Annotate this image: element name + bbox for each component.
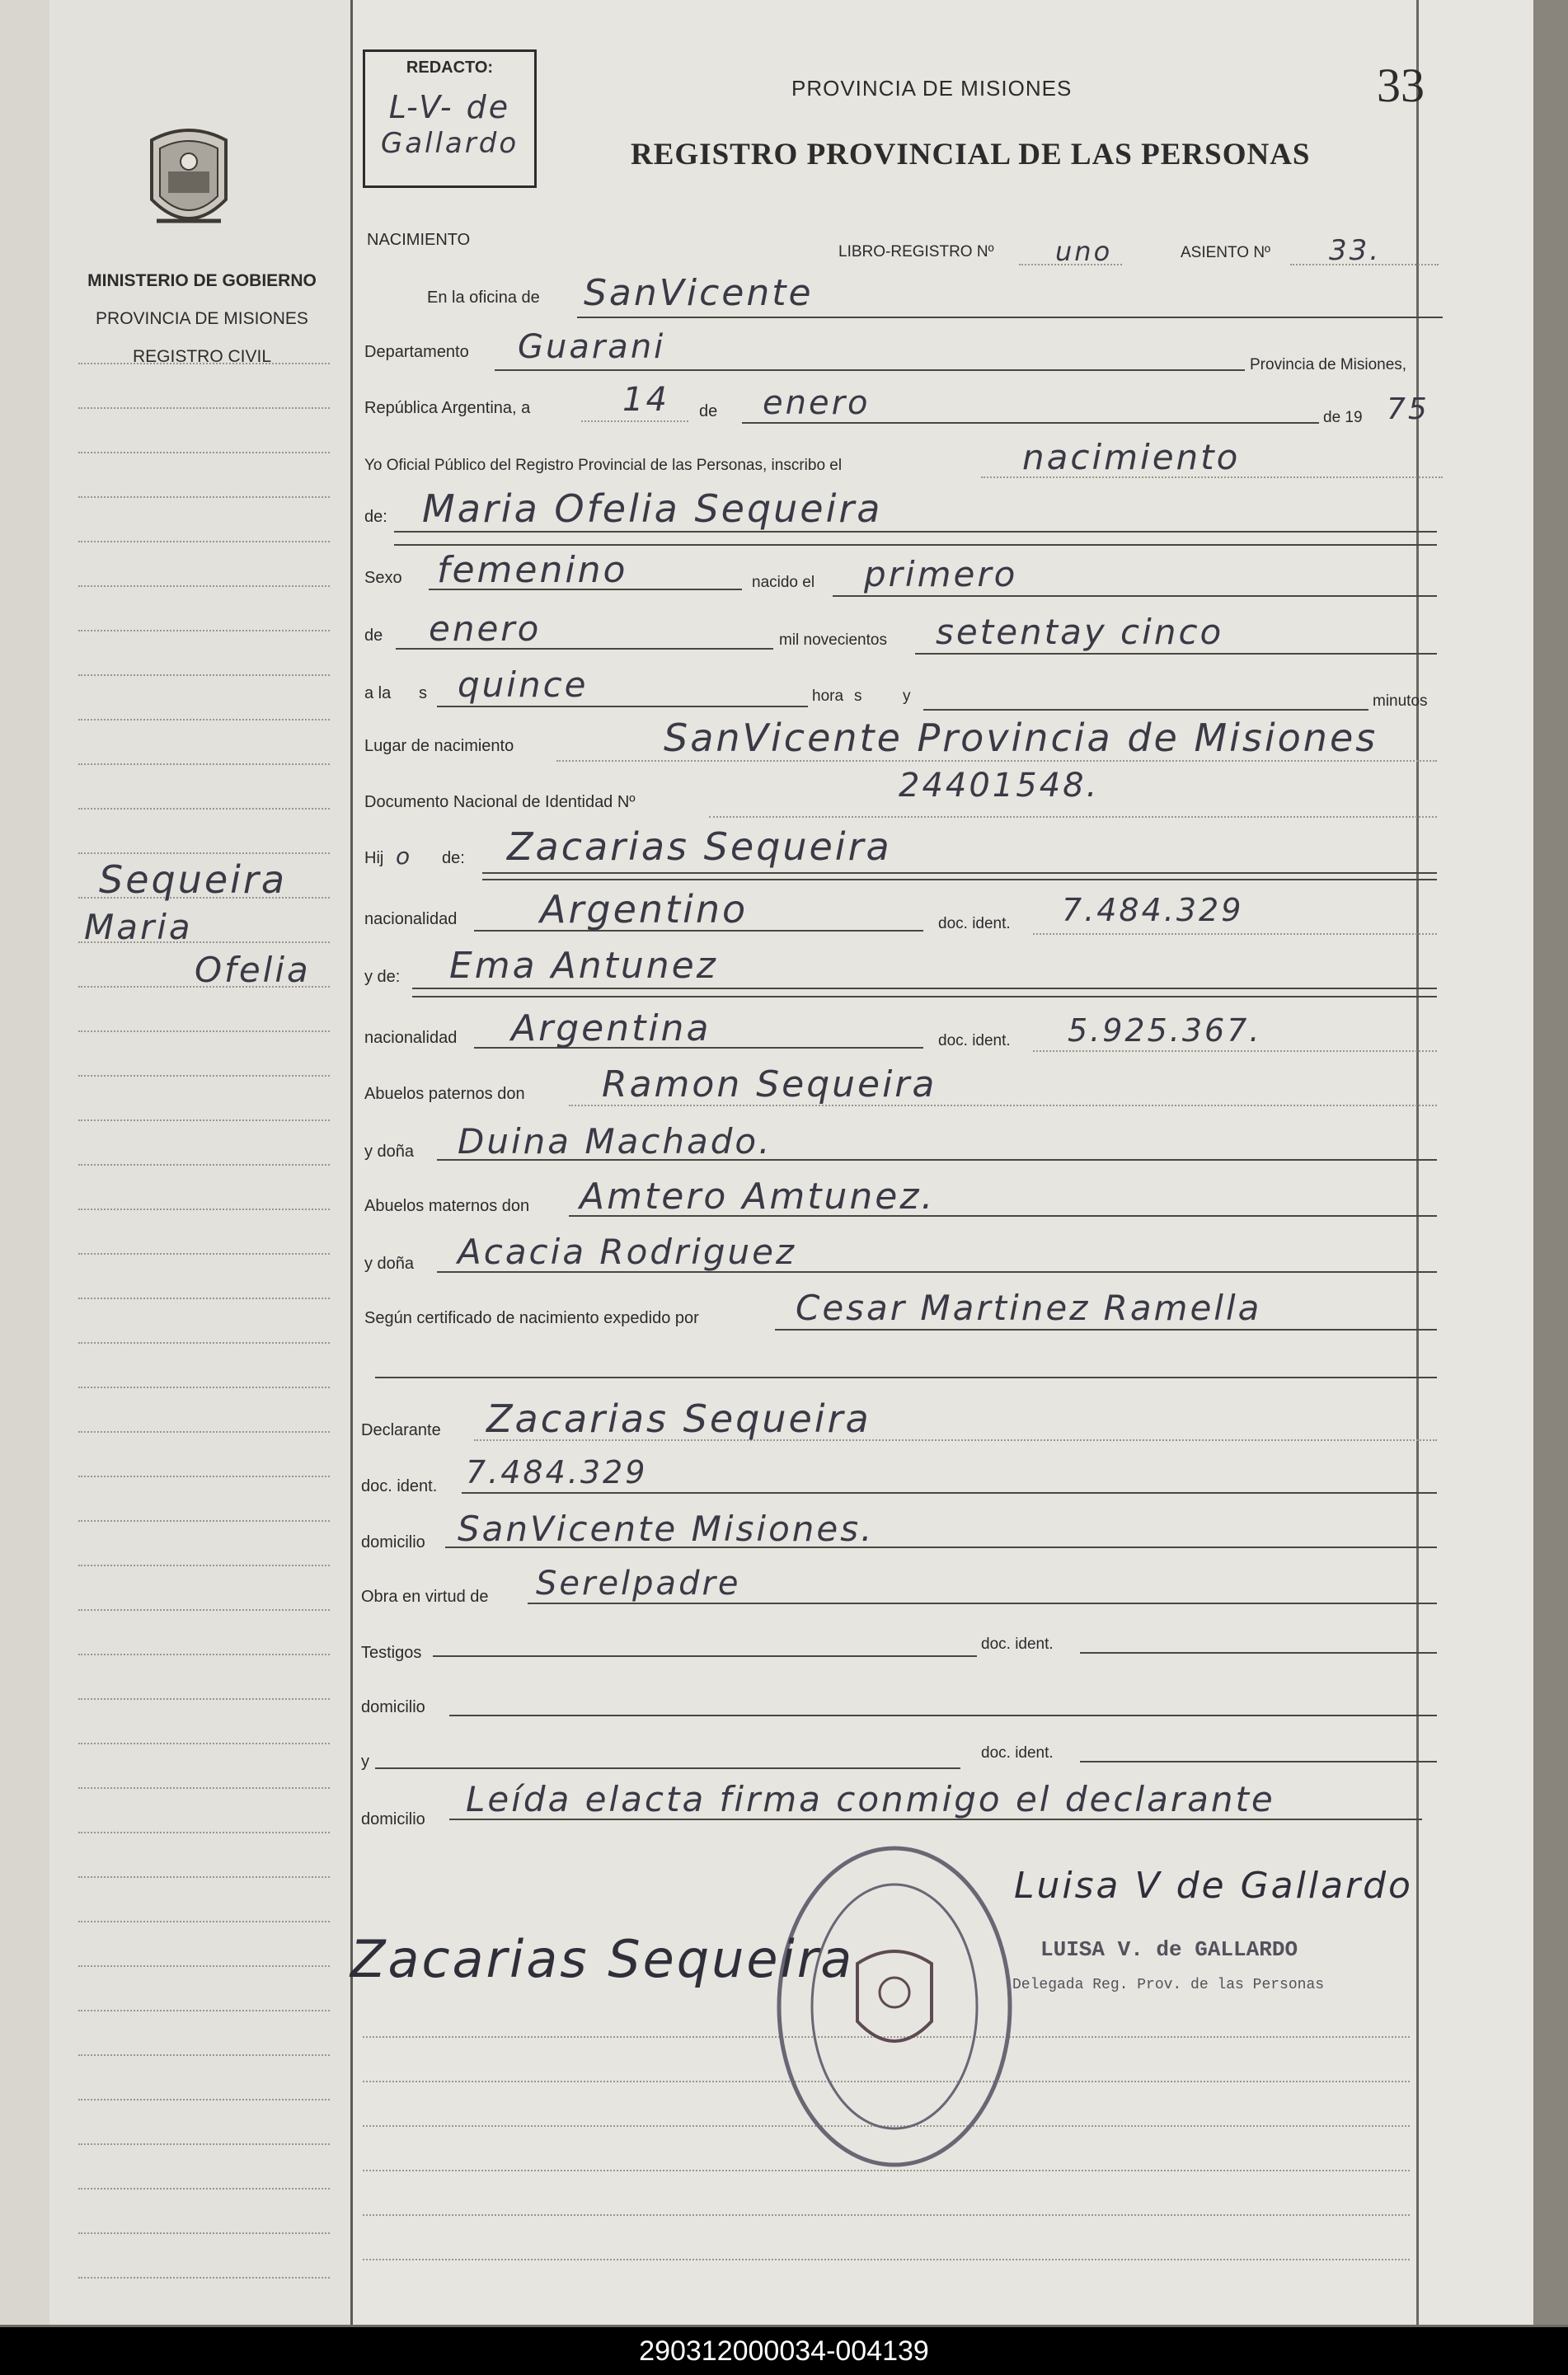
y2-doc-line: [1080, 1761, 1437, 1762]
margin-rule: [78, 1119, 330, 1121]
lugar-label: Lugar de nacimiento: [364, 737, 514, 755]
margin-rule: [78, 1787, 330, 1789]
padre-line-2: [482, 879, 1437, 880]
margin-rule: [78, 1520, 330, 1522]
registry-title: REGISTRO PROVINCIAL DE LAS PERSONAS: [631, 138, 1311, 171]
y2-label: y: [361, 1753, 369, 1771]
image-id: 290312000034-004139: [639, 2335, 929, 2367]
redacto-value-1: L-V- de: [388, 89, 511, 125]
margin-rule: [78, 1164, 330, 1166]
documento-line: [709, 816, 1437, 818]
y2-doc-label: doc. ident.: [981, 1744, 1054, 1762]
margin-rule: [78, 1832, 330, 1833]
year-prefix: de 19: [1323, 409, 1363, 426]
month-line: [742, 422, 1319, 424]
redacto-label: REDACTO:: [406, 59, 494, 77]
ala-s: s: [419, 684, 427, 702]
oficina-line: [577, 317, 1443, 318]
ala-label: a la: [364, 684, 392, 702]
abuela-pat-value: Duina Machado.: [458, 1121, 772, 1162]
margin-rule: [78, 452, 330, 453]
nacido-value: primero: [864, 554, 1018, 594]
testigos-doc-line: [1080, 1652, 1437, 1654]
madre-nacionalidad-label: nacionalidad: [364, 1029, 458, 1047]
abuelo-mat-value: Amtero Amtunez.: [580, 1176, 936, 1218]
documento-value: 24401548.: [899, 767, 1100, 805]
obra-label: Obra en virtud de: [361, 1588, 489, 1606]
departamento-line: [495, 369, 1245, 371]
day-value: 14: [622, 381, 669, 419]
testigos-label: Testigos: [361, 1644, 422, 1662]
act-type: NACIMIENTO: [367, 231, 471, 249]
padre-doc-value: 7.484.329: [1062, 892, 1244, 928]
asiento-label: ASIENTO Nº: [1181, 244, 1270, 261]
oficina-value: SanVicente: [584, 272, 814, 314]
certificado-label: Según certificado de nacimiento expedido por: [364, 1309, 699, 1327]
yde-label: y de:: [364, 968, 401, 986]
hijo-suffix: o: [396, 843, 413, 870]
minutos-line: [923, 709, 1368, 711]
persona-line-2: [394, 544, 1437, 546]
padre-docident-label: doc. ident.: [938, 915, 1011, 932]
page-number: 33: [1377, 59, 1425, 112]
ministry-title: MINISTERIO DE GOBIERNO: [87, 271, 317, 290]
margin-rule: [78, 2188, 330, 2190]
madre-doc-value: 5.925.367.: [1068, 1012, 1262, 1049]
page-edge: [1533, 0, 1568, 2325]
persona-line: [394, 531, 1437, 533]
republica-label: República Argentina, a: [364, 399, 531, 417]
obra-line: [528, 1603, 1437, 1604]
abuela-mat-label: y doña: [364, 1255, 415, 1273]
margin-rule: [78, 808, 330, 810]
horas-label: hora: [812, 688, 844, 705]
right-border-rule: [1416, 0, 1419, 2325]
margin-note-name2: Ofelia: [195, 950, 311, 990]
margin-rule: [78, 1030, 330, 1032]
month-value: enero: [763, 384, 871, 422]
margin-rule: [78, 1921, 330, 1922]
testigos-line: [433, 1655, 977, 1657]
margin-rule: [78, 1654, 330, 1655]
blank-rule: [363, 2259, 1410, 2260]
margin-rule: [78, 496, 330, 498]
province-crest-icon: [140, 124, 237, 239]
lugar-value: SanVicente Provincia de Misiones: [664, 716, 1378, 760]
margin-rule: [78, 1698, 330, 1700]
padre-value: Zacarias Sequeira: [507, 824, 892, 869]
mil-label: mil novecientos: [779, 631, 887, 649]
book-spine: [0, 0, 51, 2325]
y-label: y: [903, 688, 911, 705]
padre-nac-value: Argentino: [540, 887, 749, 932]
official-name: LUISA V. de GALLARDO: [1040, 1937, 1298, 1962]
margin-rule: [78, 2277, 330, 2279]
madre-doc-line: [1033, 1050, 1437, 1052]
declarante-signature: Zacarias Sequeira: [350, 1929, 855, 1989]
hijo-de-label: de:: [442, 849, 465, 867]
certificado-value: Cesar Martinez Ramella: [796, 1288, 1262, 1328]
margin-rule: [78, 1342, 330, 1344]
minutos-label: minutos: [1373, 692, 1428, 710]
margin-rule: [78, 1609, 330, 1611]
margin-note-name1: Maria: [84, 907, 193, 947]
hora-line: [437, 706, 808, 707]
margin-rule: [78, 1075, 330, 1077]
oficina-label: En la oficina de: [427, 289, 540, 307]
margin-rule: [78, 2054, 330, 2056]
declarante-value: Zacarias Sequeira: [486, 1396, 871, 1441]
margin-rule: [78, 852, 330, 854]
nacido-label: nacido el: [752, 574, 815, 591]
decl-doc-value: 7.484.329: [466, 1454, 648, 1490]
decl-doc-line: [462, 1492, 1437, 1494]
asiento-value: 33.: [1329, 234, 1382, 267]
y2-line: [375, 1767, 960, 1769]
madre-line-2: [412, 996, 1437, 997]
padre-line: [482, 872, 1437, 874]
acto-value: nacimiento: [1022, 437, 1241, 477]
margin-rule: [78, 1298, 330, 1299]
de-mes-label: de: [364, 627, 383, 645]
domicilio-label: domicilio: [361, 1533, 425, 1551]
margin-note-surname: Sequeira: [99, 857, 288, 902]
redacto-value-2: Gallardo: [380, 127, 519, 160]
margin-rule: [78, 1253, 330, 1255]
margin-rule: [78, 1431, 330, 1433]
horas-s: s: [854, 688, 862, 705]
testigos-doc-label: doc. ident.: [981, 1636, 1054, 1653]
departamento-label: Departamento: [364, 343, 469, 361]
padre-nacionalidad-label: nacionalidad: [364, 910, 458, 928]
official-seal-icon: [771, 1840, 1018, 2174]
certificado-line-2: [375, 1377, 1437, 1378]
margin-rule: [78, 1565, 330, 1566]
mes-value: enero: [429, 608, 542, 649]
domicilio3-label: domicilio: [361, 1810, 425, 1828]
lugar-line: [556, 760, 1437, 762]
oficial-label: Yo Oficial Público del Registro Provincial de las Personas, inscribo el: [364, 457, 843, 474]
margin-rule: [78, 1876, 330, 1878]
abuelo-pat-value: Ramon Sequeira: [602, 1063, 937, 1105]
sexo-label: Sexo: [364, 569, 402, 587]
madre-line: [412, 988, 1437, 989]
abuelos-pat-label: Abuelos paternos don: [364, 1085, 525, 1103]
domicilio2-label: domicilio: [361, 1698, 425, 1716]
leida-value: Leída elacta firma conmigo el declarante: [466, 1779, 1275, 1819]
year-value: 75: [1387, 392, 1430, 426]
abuela-pat-label: y doña: [364, 1143, 415, 1161]
margin-rule: [78, 407, 330, 409]
margin-rule: [78, 1476, 330, 1477]
anio-value: setentay cinco: [936, 612, 1224, 652]
domicilio2-line: [449, 1715, 1437, 1716]
official-signature: Luisa V de Gallardo: [1014, 1865, 1413, 1907]
province-heading: PROVINCIA DE MISIONES: [791, 76, 1073, 101]
margin-rule: [78, 719, 330, 720]
certificado-line: [775, 1329, 1437, 1331]
anio-line: [915, 653, 1437, 655]
madre-value: Ema Antunez: [449, 945, 718, 987]
de-label: de: [699, 402, 718, 420]
provincia-suffix: Provincia de Misiones,: [1250, 356, 1407, 373]
nacido-line: [833, 595, 1437, 597]
ministry-block: [66, 262, 338, 376]
declarante-label: Declarante: [361, 1421, 441, 1439]
blank-rule: [363, 2214, 1410, 2216]
persona-label: de:: [364, 508, 387, 526]
hijo-label: Hij: [364, 849, 384, 867]
margin-rule: [78, 1743, 330, 1744]
margin-rule: [78, 2143, 330, 2145]
ministry-registry: REGISTRO CIVIL: [132, 347, 272, 366]
margin-rule: [78, 1965, 330, 1967]
departamento-value: Guarani: [518, 328, 666, 366]
abuelos-mat-label: Abuelos maternos don: [364, 1197, 530, 1215]
redacto-box: [363, 49, 537, 188]
madre-nac-value: Argentina: [511, 1007, 711, 1049]
margin-rule: [78, 2099, 330, 2100]
padre-doc-line: [1033, 933, 1437, 935]
abuela-mat-value: Acacia Rodriguez: [458, 1232, 797, 1272]
sexo-value: femenino: [437, 549, 628, 591]
image-id-bar: [0, 2327, 1568, 2375]
libro-label: LIBRO-REGISTRO Nº: [838, 243, 994, 260]
margin-rule: [78, 585, 330, 587]
margin-rule: [78, 1387, 330, 1388]
libro-value: uno: [1055, 236, 1113, 267]
documento-label: Documento Nacional de Identidad Nº: [364, 793, 636, 811]
margin-rule: [78, 763, 330, 765]
obra-value: Serelpadre: [536, 1565, 741, 1603]
margin-rule: [78, 541, 330, 542]
hora-value: quince: [458, 664, 589, 705]
margin-rule: [78, 2232, 330, 2234]
day-line: [581, 420, 688, 422]
madre-docident-label: doc. ident.: [938, 1032, 1011, 1049]
domicilio-value: SanVicente Misiones.: [458, 1509, 875, 1549]
margin-rule: [78, 1209, 330, 1210]
persona-value: Maria Ofelia Sequeira: [422, 486, 883, 531]
official-title: Delegada Reg. Prov. de las Personas: [1012, 1977, 1325, 1993]
decl-doc-label: doc. ident.: [361, 1477, 438, 1495]
margin-rule: [78, 674, 330, 676]
ministry-province: PROVINCIA DE MISIONES: [96, 309, 308, 328]
margin-rule: [78, 2010, 330, 2011]
margin-rule: [78, 630, 330, 631]
